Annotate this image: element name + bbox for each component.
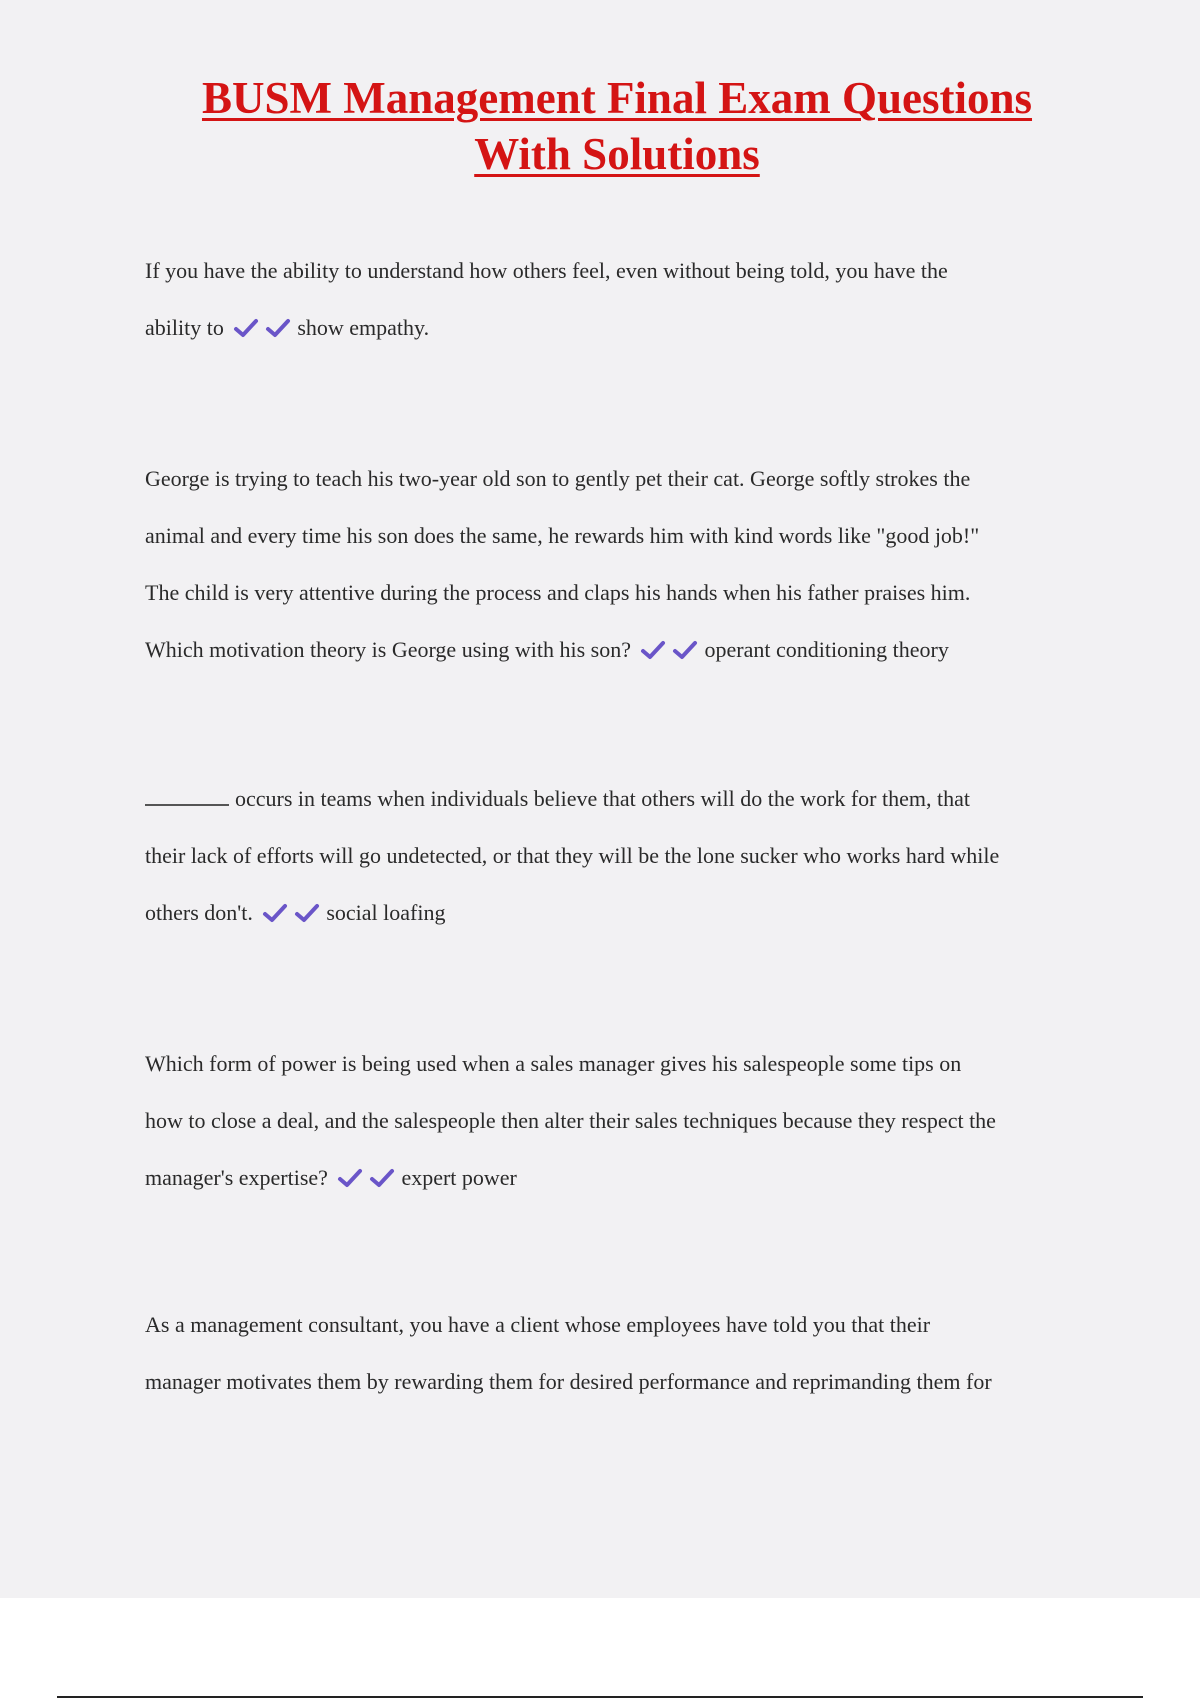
page-title (0, 70, 1200, 182)
answer-text: social loafing (326, 900, 446, 925)
question-block-4 (145, 1035, 1095, 1206)
check-mark-icon (337, 1167, 363, 1189)
question-line: others don't. social loafing (145, 900, 446, 925)
question-line: manager's expertise? expert power (145, 1165, 517, 1190)
check-mark-icon (265, 317, 291, 339)
check-mark-icon (233, 317, 259, 339)
check-mark-icon (262, 902, 288, 924)
question-block-5 (145, 1296, 1095, 1410)
question-line: George is trying to teach his two-year old son to gently pet their cat. George softly strokes the (145, 466, 971, 491)
title-line-1: BUSM Management Final Exam Questions (201, 73, 1033, 123)
fill-in-blank (145, 784, 229, 806)
answer-marker (262, 900, 326, 925)
question-line: If you have the ability to understand how others feel, even without being told, you have the (145, 258, 948, 283)
answer-marker (640, 637, 704, 662)
question-line: ability to show empathy. (145, 315, 430, 340)
answer-text: show empathy. (297, 315, 430, 340)
question-line: manager motivates them by rewarding them for desired performance and reprimanding them for (145, 1369, 992, 1394)
question-line: As a management consultant, you have a client whose employees have told you that their (145, 1312, 931, 1337)
question-line: their lack of efforts will go undetected, or that they will be the lone sucker who works hard while (145, 843, 1000, 868)
footer-divider (57, 1696, 1143, 1698)
question-line: Which form of power is being used when a sales manager gives his salespeople some tips on (145, 1051, 962, 1076)
check-mark-icon (369, 1167, 395, 1189)
question-line: Which motivation theory is George using with his son? operant conditioning theory (145, 637, 949, 662)
question-line: animal and every time his son does the same, he rewards him with kind words like "good job!" (145, 523, 980, 548)
title-line-2: With Solutions (474, 129, 760, 179)
check-mark-icon (640, 639, 666, 661)
answer-marker (233, 315, 297, 340)
question-line: The child is very attentive during the process and claps his hands when his father praises him. (145, 580, 971, 605)
question-block-1 (145, 242, 1095, 356)
check-mark-icon (672, 639, 698, 661)
question-line: occurs in teams when individuals believe that others will do the work for them, that (145, 770, 1095, 827)
answer-text: expert power (401, 1165, 517, 1190)
answer-text: operant conditioning theory (704, 637, 949, 662)
question-line: how to close a deal, and the salespeople then alter their sales techniques because they respect the (145, 1108, 996, 1133)
check-mark-icon (294, 902, 320, 924)
answer-marker (337, 1165, 401, 1190)
question-block-3 (145, 770, 1095, 941)
question-block-2 (145, 450, 1095, 678)
